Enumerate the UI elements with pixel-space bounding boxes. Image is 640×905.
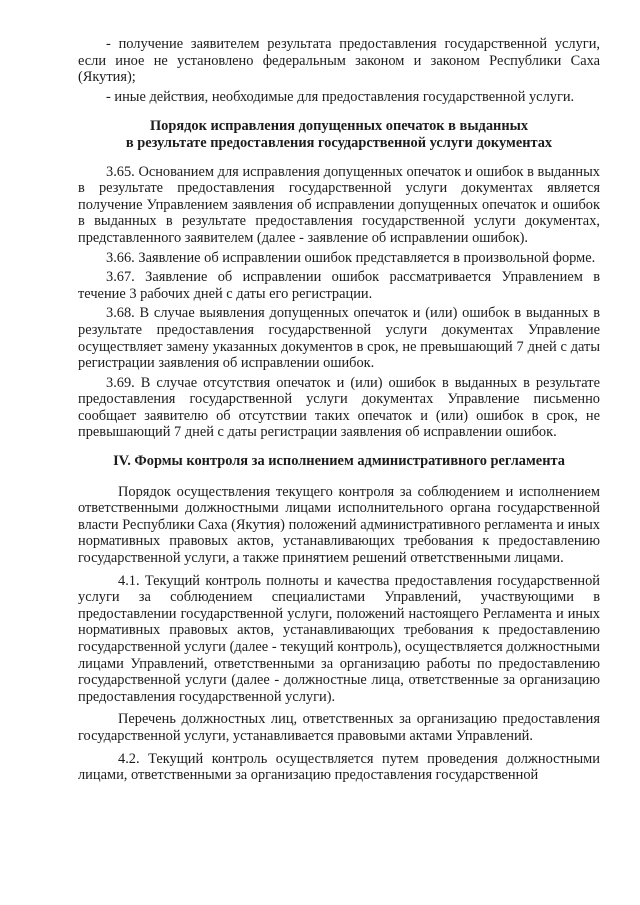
paragraph-3-68: 3.68. В случае выявления допущенных опечаток и (или) ошибок в выданных в результате предоставления государственной услуги документах Управление осуществляет замену указанных документов в срок, не превышающий 7 дней с даты регистрации заявления об исправлении ошибок. bbox=[78, 305, 600, 372]
paragraph-responsible-list: Перечень должностных лиц, ответственных за организацию предоставления государственной услуги, устанавливается правовыми актами Управлений. bbox=[78, 711, 600, 744]
paragraph-result-receipt: - получение заявителем результата предоставления государственной услуги, если иное не установлено федеральным законом и законом Республики Саха (Якутия); bbox=[78, 36, 600, 86]
corrections-heading-line1: Порядок исправления допущенных опечаток в выданных bbox=[149, 118, 529, 135]
paragraph-3-67: 3.67. Заявление об исправлении ошибок рассматривается Управлением в течение 3 рабочих дней с даты его регистрации. bbox=[78, 269, 600, 302]
paragraph-4-2: 4.2. Текущий контроль осуществляется путем проведения должностными лицами, ответственными за организацию предоставления государственной bbox=[78, 750, 600, 784]
corrections-heading bbox=[78, 118, 600, 151]
paragraph-3-66: 3.66. Заявление об исправлении ошибок представляется в произвольной форме. bbox=[106, 249, 596, 266]
paragraph-other-actions: - иные действия, необходимые для предоставления государственной услуги. bbox=[106, 88, 575, 105]
corrections-heading-line2: в результате предоставления государственной услуги документах bbox=[125, 134, 553, 151]
section-4-heading: IV. Формы контроля за исполнением административного регламента bbox=[113, 453, 565, 470]
paragraph-control-order: Порядок осуществления текущего контроля за соблюдением и исполнением ответственными должностными лицами исполнительного органа государственной власти Республики Саха (Якутия) положений административного регламента и иных нормативных правовых актов, устанавливающих требования к предоставлению государственной услуги, а также принятием решений ответственными лицами. bbox=[78, 483, 600, 567]
paragraph-3-69: 3.69. В случае отсутствия опечаток и (или) ошибок в выданных в результате предоставления государственной услуги документах Управление письменно сообщает заявителю об отсутствии таких опечаток и (или) ошибок в срок, не превышающий 7 дней с даты регистрации заявления об исправлении ошибок. bbox=[78, 374, 600, 441]
document-page bbox=[78, 36, 600, 790]
paragraph-4-1: 4.1. Текущий контроль полноты и качества предоставления государственной услуги за соблюдением специалистами Управлений, участвующими в предоставлении государственной услуги, положений настоящего Регламента и иных нормативных правовых актов, устанавливающих требования к предоставлению государственной услуги (далее - текущий контроль), осуществляется должностными лицами Управлений, ответственными за организацию работы по предоставлению государственной услуги (далее - должностные лица, ответственные за организацию предоставления государственной услуги). bbox=[78, 572, 600, 705]
paragraph-3-65: 3.65. Основанием для исправления допущенных опечаток и ошибок в выданных в результате предоставления государственной услуги документах является получение Управлением заявления об исправлении допущенных опечаток и ошибок в выданных в результате предоставления государственной услуги документах, представленного заявителем (далее - заявление об исправлении ошибок). bbox=[78, 163, 600, 246]
